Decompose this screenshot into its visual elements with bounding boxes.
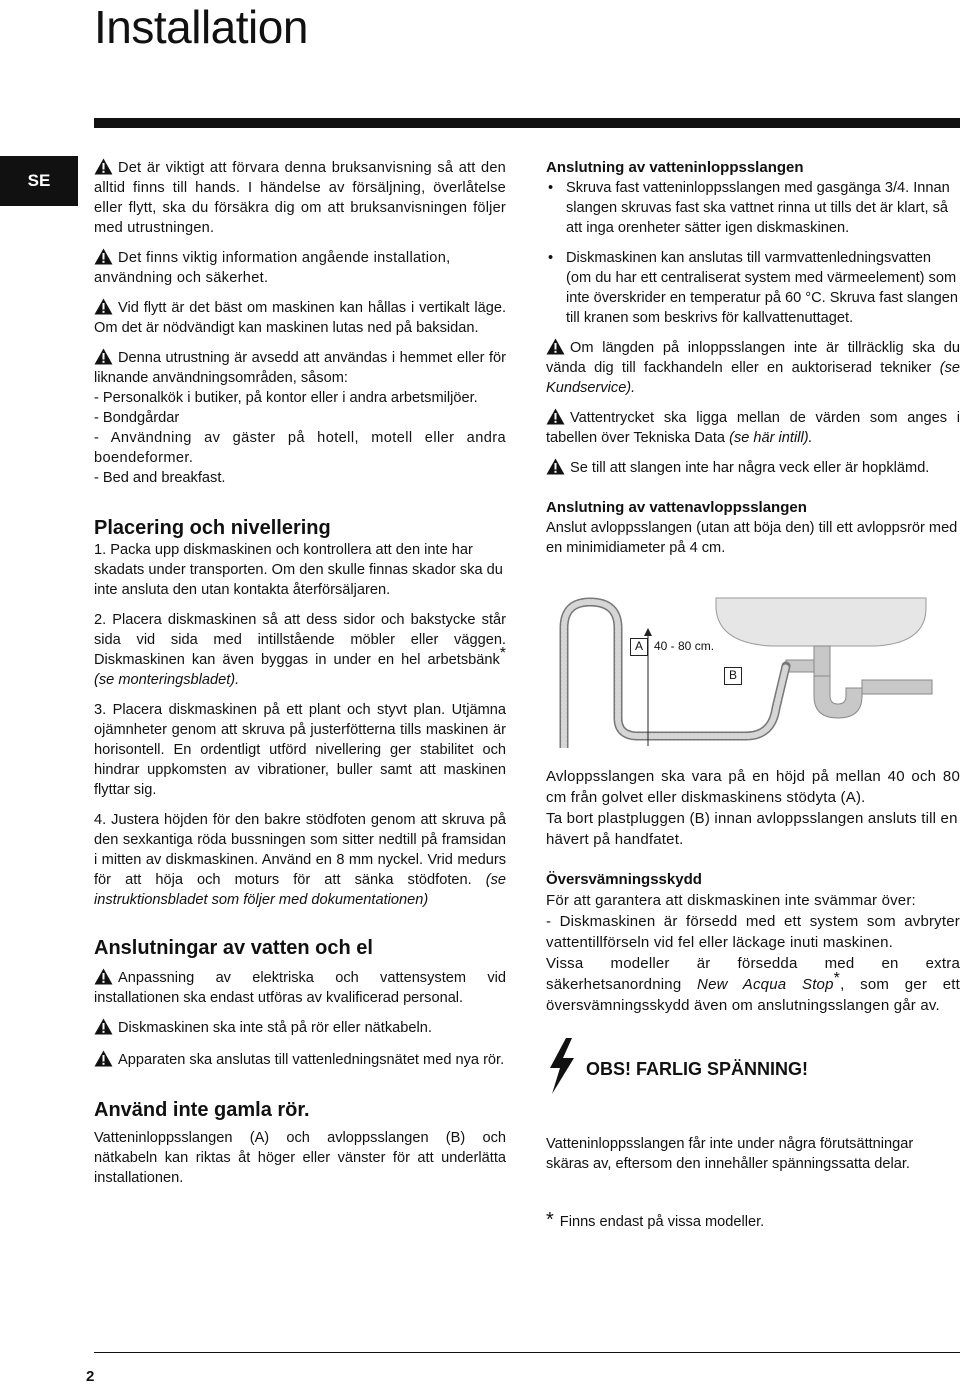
inlet-heading: Anslutning av vatteninloppsslangen	[546, 159, 804, 176]
warning-inlet-length: Om längden på inloppsslangen inte är tillräcklig ska du vända dig till fackhandeln eller en auktoriserad tekniker (se Kundservice).	[546, 340, 960, 396]
placement-step-3: 3. Placera diskmaskinen på ett plant och styvt plan. Utjämna ojämnheter genom att skruva på justerfötterna tills maskinen är horisontell. En ordentligt utförd nivellering ger stabilitet och hindrar uppkomsten av vibrationer, buller samt att maskinen flyttar sig.	[94, 702, 506, 798]
placement-step-2: 2. Placera diskmaskinen så att dess sidor och bakstycke står sida vid sida med intillstående möbler eller väggen. Diskmaskinen kan även byggas in under en hel arbetsbänk* (se monteringsbladet).	[94, 612, 506, 688]
warning-info: Det finns viktig information angående installation, användning och säkerhet.	[94, 250, 451, 286]
usage-intro: Denna utrustning är avsedd att användas i hemmet eller för liknande användningsområden, såsom:	[94, 350, 506, 386]
placement-step-4: 4. Justera höjden för den bakre stödfoten genom att skruva på den sexkantiga röda bussningen som sitter nedtill på framsidan i mitten av diskmaskinen. Använd en 8 mm nyckel. Vrid medurs för att höja och moturs för att sänka stödfoten. (se instruktionsbladet som följer med dokumentationen)	[94, 812, 506, 908]
usage-item: - Användning av gäster på hotell, motell eller andra boendeformer.	[94, 430, 506, 466]
usage-item: - Personalkök i butiker, på kontor eller i andra arbetsmiljöer.	[94, 390, 478, 406]
drain-text: Anslut avloppsslangen (utan att böja den) till ett avloppsrör med en minimidiameter på 4 cm.	[546, 520, 958, 556]
footer-rule	[94, 1352, 960, 1353]
placement-step-1: 1. Packa upp diskmaskinen och kontrollera att den inte har skadats under transporten. Om den skulle finnas skador ska du inte ansluta den utan kontakta återförsäljaren.	[94, 542, 503, 598]
drain-height-text: Avloppsslangen ska vara på en höjd på mellan 40 och 80 cm från golvet eller diskmaskinens stödyta (A).	[546, 768, 960, 806]
drain-plug-text: Ta bort plastpluggen (B) innan avloppsslangen ansluts till en hävert på handfatet.	[546, 810, 958, 848]
warning-icon	[94, 348, 113, 365]
warning-cable: Diskmaskinen ska inte stå på rör eller nätkabeln.	[94, 1018, 506, 1038]
drain-diagram	[546, 568, 960, 748]
left-column	[94, 158, 506, 1188]
old-pipes-heading: Använd inte gamla rör.	[94, 1099, 310, 1121]
inlet-bullet: • Diskmaskinen kan anslutas till varmvattenledningsvatten (om du har ett centraliserat system med värmeelement) som inte överskrider en temperatur på 60 °C. Skruva fast slangen till kranen som beskrivs för kallvattenuttaget.	[546, 248, 960, 328]
warning-transport: Vid flytt är det bäst om maskinen kan hållas i vertikalt läge. Om det är nödvändigt kan maskinen lutas ned på baksidan.	[94, 300, 506, 336]
footnote: * Finns endast på vissa modeller.	[546, 1209, 765, 1231]
danger-text: Vatteninloppsslangen får inte under några förutsättningar skäras av, eftersom den innehåller spänningssatta delar.	[546, 1136, 914, 1172]
drain-diagram-drawing	[546, 568, 960, 748]
warning-icon	[94, 248, 113, 265]
title-rule	[94, 118, 960, 128]
placement-heading: Placering och nivellering	[94, 517, 331, 539]
old-pipes-text: Vatteninloppsslangen (A) och avloppsslangen (B) och nätkabeln kan riktas åt höger eller vänster för att underlätta installationen.	[94, 1130, 506, 1186]
warning-icon	[94, 158, 113, 175]
warning-kinks: Se till att slangen inte har några veck eller är hopklämd.	[546, 458, 960, 478]
warning-icon	[94, 968, 113, 985]
warning-icon	[94, 298, 113, 315]
danger-label: OBS! FARLIG SPÄNNING!	[586, 1059, 809, 1079]
danger-notice	[546, 1038, 960, 1100]
usage-item: - Bondgårdar	[94, 410, 180, 426]
flood-item-1: - Diskmaskinen är försedd med ett system som avbryter vattentillförseln vid fel eller läckage inuti maskinen.	[546, 913, 960, 951]
label-height-range: 40 - 80 cm.	[654, 639, 715, 653]
flood-intro: För att garantera att diskmaskinen inte svämmar över:	[546, 892, 916, 909]
inlet-bullets	[546, 178, 960, 328]
language-tab: SE	[0, 156, 78, 206]
right-column	[546, 158, 960, 1232]
label-b: B	[724, 667, 742, 685]
warning-icon	[546, 408, 565, 425]
flood-item-2: Vissa modeller är försedda med en extra säkerhetsanordning New Acqua Stop*, som ger ett översvämningsskydd även om anslutningsslangen går av.	[546, 955, 960, 1014]
label-a: A	[630, 638, 648, 656]
warning-pressure: Vattentrycket ska ligga mellan de värden som anges i tabellen över Tekniska Data (se här intill).	[546, 410, 960, 446]
warning-manual: Det är viktigt att förvara denna bruksanvisning så att den alltid finns till hands. I händelse av försäljning, överlåtelse eller flytt, ska du försäkra dig om att bruksanvisningen följer med utrustningen.	[94, 160, 506, 236]
lightning-bolt-icon	[546, 1038, 576, 1100]
warning-icon	[94, 1050, 113, 1067]
warning-icon	[546, 338, 565, 355]
warning-icon	[546, 458, 565, 475]
usage-item: - Bed and breakfast.	[94, 470, 226, 486]
water-heading: Anslutningar av vatten och el	[94, 937, 373, 959]
warning-qualified: Anpassning av elektriska och vattensystem vid installationen ska endast utföras av kvalificerad personal.	[94, 970, 506, 1006]
inlet-bullet: • Skruva fast vatteninloppsslangen med gasgänga 3/4. Innan slangen skruvas fast ska vattnet rinna ut tills det är klart, så att inga orenheter sätter igen diskmaskinen.	[546, 178, 960, 238]
drain-heading: Anslutning av vattenavloppsslangen	[546, 499, 807, 516]
page-number: 2	[86, 1368, 95, 1385]
page-title: Installation	[94, 1, 308, 53]
flood-heading: Översvämningsskydd	[546, 871, 702, 888]
warning-new-pipes: Apparaten ska anslutas till vattenledningsnätet med nya rör.	[94, 1050, 506, 1070]
warning-icon	[94, 1018, 113, 1035]
